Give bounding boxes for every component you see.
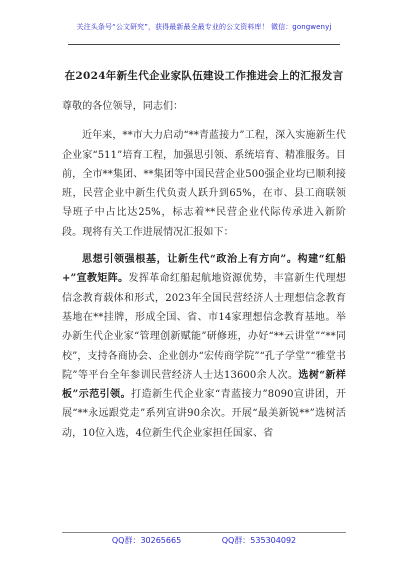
paragraph-2-heading: 思想引领强根基，让新生代“政治上有方向”。构建“红船+”宣教矩阵。 [62, 254, 346, 285]
header-banner: 关注头条号“公文研究”，获得最新最全最专业的公文资料库！ 微信：gongwenyj [76, 23, 332, 31]
paragraph-2-body-continued: 打造新生代企业家“青蓝接力”8090宣讲团，开展“**永远跟党走”系列宣讲90余次。开展“最美新锐**”选树活动，10位入选，4位新生代企业家担任国家、省 [62, 389, 346, 439]
paragraph-1: 近年来，**市大力启动“**青蓝接力”工程，深入实施新生代企业家“511”培育工程，加强思引领、系统培育、精准服务。目前，全市**集团、**集团等中国民营企业500强企业均已顺利接班，民营企业中新生代负责人跃升到65%，在市、县工商联领导班子中占比达25%，标志着**民营企业代际传承进入新阶段。现将有关工作进展情况汇报如下： [62, 130, 346, 238]
paragraph-2 [62, 250, 346, 443]
document-body [62, 97, 346, 443]
document-title: 在2024年新生代企业家队伍建设工作推进会上的汇报发言 [64, 70, 344, 82]
header-divider [68, 44, 340, 45]
salutation: 尊敬的各位领导，同志们： [62, 101, 184, 112]
footer-divider [62, 532, 346, 533]
footer [0, 535, 408, 546]
paragraph-2-body: 发挥革命红船起航地资源优势，丰富新生代理想信念教育载体和形式，2023年全国民营经济人士理想信念教育基地在**挂牌，形成全国、省、市14家理想信念教育基地。举办新生代企业家“管理创新赋能”研修班，办好“**云讲堂”“**同校”，支持各商协会、企业创办“宏传商学院”“孔子学堂”“雅堂书院”等平台全年参训民营经济人士达13600余人次。 [62, 273, 346, 381]
footer-qq-group-2: QQ群：535304092 [221, 536, 297, 545]
footer-qq-group-1: QQ群：30265665 [111, 536, 182, 545]
paragraph-2-subheading: 选树“新样板”示范引领。 [62, 369, 346, 401]
